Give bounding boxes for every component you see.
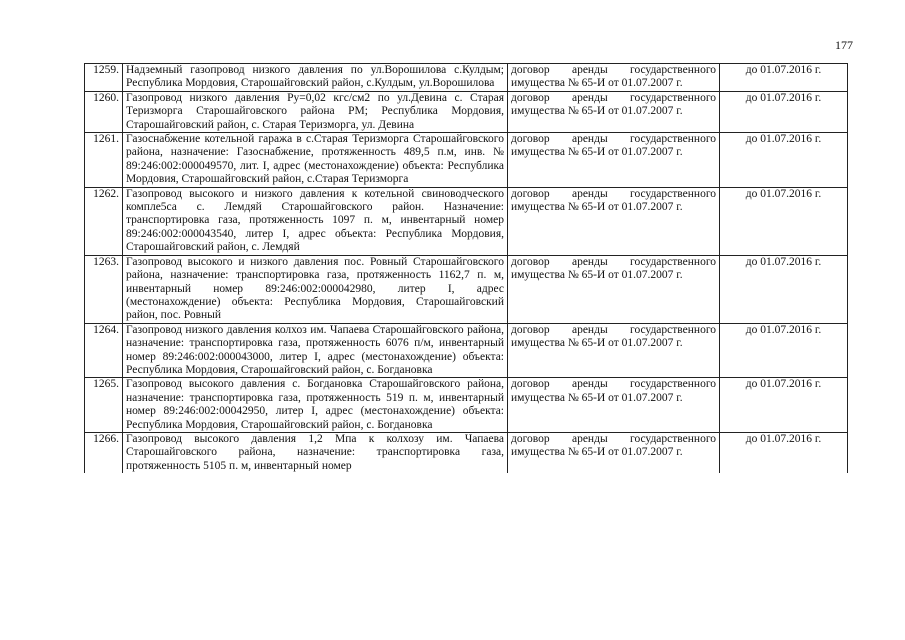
row-number: 1259. <box>85 64 123 92</box>
property-registry-table <box>84 63 848 473</box>
row-number: 1265. <box>85 378 123 433</box>
table-row <box>85 187 848 255</box>
lease-term: до 01.07.2016 г. <box>720 432 848 473</box>
row-number: 1263. <box>85 255 123 323</box>
table-row <box>85 255 848 323</box>
table-row <box>85 133 848 188</box>
object-description: Газопровод низкого давления Ру=0,02 кгс/см2 по ул.Девина с. Старая Теризморга Старошайговского района РМ; Республика Мордовия, Старошайговский район, с. Старая Теризморга, ул. Девина <box>123 91 508 132</box>
object-description: Газопровод высокого и низкого давления к котельной свиноводческого компле5са с. Лемдяй Старошайговского район. Назначение: транспортировка газа, протяженность 1097 п. м, инвентарный номер 89:246:002:000043540, литер I, адрес объекта: Республика Мордовия, Старошайговский район, с. Лемдяй <box>123 187 508 255</box>
lease-term: до 01.07.2016 г. <box>720 255 848 323</box>
object-description: Газопровод высокого давления 1,2 Мпа к колхозу им. Чапаева Старошайговского района, назначение: транспортировка газа, протяженность 5105 п. м, инвентарный номер <box>123 432 508 473</box>
lease-basis: договор аренды государственного имущества № 65-И от 01.07.2007 г. <box>508 378 720 433</box>
lease-basis: договор аренды государственного имущества № 65-И от 01.07.2007 г. <box>508 91 720 132</box>
lease-term: до 01.07.2016 г. <box>720 378 848 433</box>
lease-basis: договор аренды государственного имущества № 65-И от 01.07.2007 г. <box>508 133 720 188</box>
row-number: 1261. <box>85 133 123 188</box>
lease-basis: договор аренды государственного имущества № 65-И от 01.07.2007 г. <box>508 187 720 255</box>
object-description: Газопровод низкого давления колхоз им. Чапаева Старошайговского района, назначение: транспортировка газа, протяженность 6076 п/м, инвентарный номер 89:246:002:000043000, литер I, адрес (местонахождение) объекта: Республика Мордовия, Старошайговский район, с. Богдановка <box>123 323 508 378</box>
row-number: 1260. <box>85 91 123 132</box>
object-description: Газопровод высокого давления с. Богдановка Старошайговского района, назначение: транспортировка газа, протяженность 519 п. м, инвентарный номер 89:246:002:00042950, литер I, адрес (местонахождение) объекта: Республика Мордовия, Старошайговский район, с. Богдановка <box>123 378 508 433</box>
row-number: 1262. <box>85 187 123 255</box>
table-row <box>85 432 848 473</box>
object-description: Газопровод высокого и низкого давления пос. Ровный Старошайговского района, назначение: транспортировка газа, протяженность 1162,7 п. м, инвентарный номер 89:246:002:000042980, литер I, адрес (местонахождение) объекта: Республика Мордовия, Старошайговский район, пос. Ровный <box>123 255 508 323</box>
table-row <box>85 378 848 433</box>
lease-basis: договор аренды государственного имущества № 65-И от 01.07.2007 г. <box>508 64 720 92</box>
row-number: 1266. <box>85 432 123 473</box>
lease-basis: договор аренды государственного имущества № 65-И от 01.07.2007 г. <box>508 432 720 473</box>
lease-term: до 01.07.2016 г. <box>720 187 848 255</box>
lease-term: до 01.07.2016 г. <box>720 133 848 188</box>
table-row <box>85 323 848 378</box>
row-number: 1264. <box>85 323 123 378</box>
lease-basis: договор аренды государственного имущества № 65-И от 01.07.2007 г. <box>508 255 720 323</box>
object-description: Надземный газопровод низкого давления по ул.Ворошилова с.Кулдым; Республика Мордовия, Старошайговский район, с.Кулдым, ул.Ворошилова <box>123 64 508 92</box>
lease-term: до 01.07.2016 г. <box>720 64 848 92</box>
table-row <box>85 91 848 132</box>
page-number: 177 <box>835 38 853 52</box>
lease-term: до 01.07.2016 г. <box>720 323 848 378</box>
table-row <box>85 64 848 92</box>
lease-basis: договор аренды государственного имущества № 65-И от 01.07.2007 г. <box>508 323 720 378</box>
object-description: Газоснабжение котельной гаража в с.Старая Теризморга Старошайговского района, назначение: Газоснабжение, протяженность 489,5 п.м, инв. № 89:246:002:000049570, лит. I, адрес (местонахождение) объекта: Республика Мордовия, Старошайговский район, с.Старая Теризморга <box>123 133 508 188</box>
lease-term: до 01.07.2016 г. <box>720 91 848 132</box>
